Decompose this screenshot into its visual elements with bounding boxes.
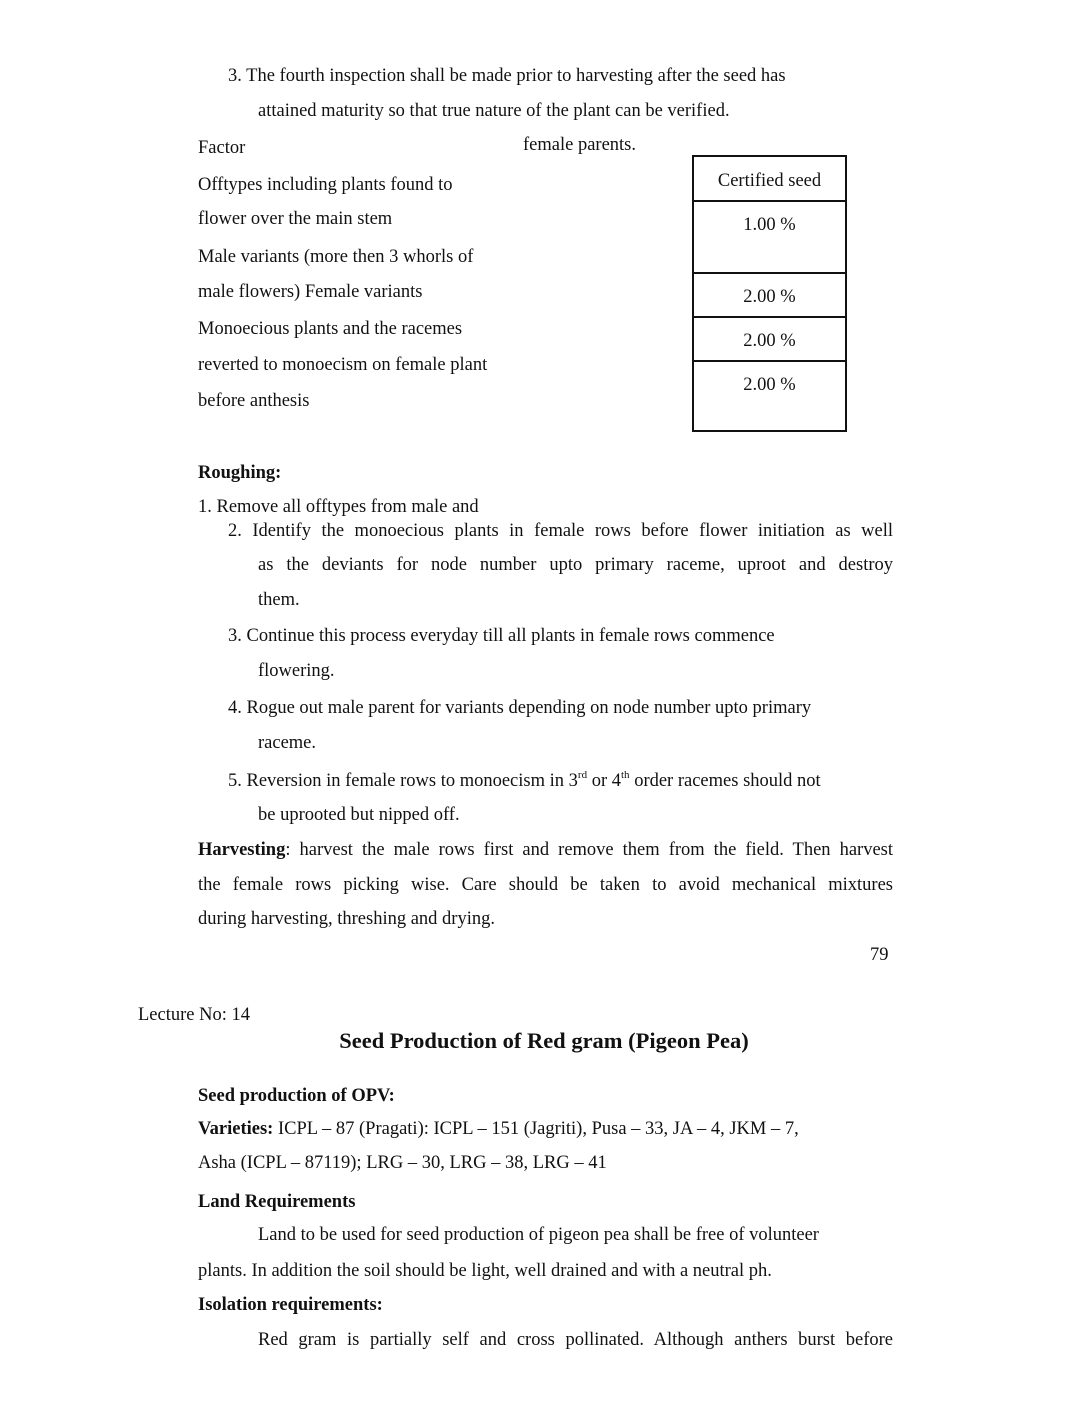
- varieties-label: Varieties:: [198, 1119, 274, 1139]
- factor-row-4-line-2: before anthesis: [198, 391, 310, 411]
- factor-row-1-line-1: Offtypes including plants found to: [198, 175, 453, 195]
- certified-seed-value-3: 2.00 %: [743, 331, 796, 351]
- factor-row-1-line-2: flower over the main stem: [198, 209, 393, 229]
- certified-seed-table: [692, 155, 847, 432]
- isolation-requirements-line-1: Red gram is partially self and cross pollinated. Although anthers burst before: [258, 1330, 893, 1350]
- table-divider: [694, 360, 845, 362]
- roughing-heading: Roughing:: [198, 463, 282, 483]
- certified-seed-value-4: 2.00 %: [743, 375, 796, 395]
- table-divider: [694, 272, 845, 274]
- roughing-item-5-line-2: be uprooted but nipped off.: [258, 805, 460, 825]
- factor-row-2-line-2: male flowers) Female variants: [198, 282, 423, 302]
- certified-seed-header: Certified seed: [717, 171, 822, 191]
- isolation-requirements-heading: Isolation requirements:: [198, 1295, 383, 1315]
- factor-column-label: Factor: [198, 138, 246, 158]
- inspection-item-3-line-2: attained maturity so that true nature of the plant can be verified.: [258, 101, 730, 121]
- roughing-item-2-line-1: 2. Identify the monoecious plants in female rows before flower initiation as well: [228, 521, 893, 541]
- superscript-rd: rd: [577, 769, 588, 781]
- inspection-item-3-line-1: 3. The fourth inspection shall be made prior to harvesting after the seed has: [228, 66, 786, 86]
- lecture-title: Seed Production of Red gram (Pigeon Pea): [339, 1028, 749, 1053]
- roughing-item-1: 1. Remove all offtypes from male and: [198, 497, 479, 517]
- land-requirements-line-2: plants. In addition the soil should be light, well drained and with a neutral ph.: [198, 1261, 772, 1281]
- opv-heading: Seed production of OPV:: [198, 1086, 395, 1106]
- land-requirements-line-1: Land to be used for seed production of pigeon pea shall be free of volunteer: [258, 1225, 819, 1245]
- lecture-number: Lecture No: 14: [138, 1005, 250, 1025]
- roughing-item-3-line-1: 3. Continue this process everyday till all plants in female rows commence: [228, 626, 775, 646]
- land-requirements-heading: Land Requirements: [198, 1192, 356, 1212]
- harvesting-line-1: Harvesting: harvest the male rows first and remove them from the field. Then harvest: [198, 840, 893, 860]
- superscript-th: th: [621, 769, 630, 781]
- roughing-item-4-line-2: raceme.: [258, 733, 317, 753]
- certified-seed-value-1: 1.00 %: [743, 215, 796, 235]
- roughing-item-2-line-2: as the deviants for node number upto primary raceme, uproot and destroy: [258, 555, 893, 575]
- harvesting-line-3: during harvesting, threshing and drying.: [198, 909, 495, 929]
- table-divider: [694, 200, 845, 202]
- roughing-item-4-line-1: 4. Rogue out male parent for variants depending on node number upto primary: [228, 698, 812, 718]
- roughing-item-5-line-1: 5. Reversion in female rows to monoecism in 3rd or 4th order racemes should not: [228, 769, 821, 791]
- table-divider: [694, 316, 845, 318]
- certified-seed-value-2: 2.00 %: [743, 287, 796, 307]
- varieties-line-2: Asha (ICPL – 87119); LRG – 30, LRG – 38, LRG – 41: [198, 1153, 607, 1173]
- varieties-line-1: Varieties: ICPL – 87 (Pragati): ICPL – 151 (Jagriti), Pusa – 33, JA – 4, JKM – 7,: [198, 1119, 799, 1139]
- page-number: 79: [870, 945, 889, 965]
- harvesting-line-2: the female rows picking wise. Care should be taken to avoid mechanical mixtures: [198, 875, 893, 895]
- factor-row-2-line-1: Male variants (more then 3 whorls of: [198, 247, 474, 267]
- roughing-item-2-line-3: them.: [258, 590, 300, 610]
- factor-row-4-line-1: reverted to monoecism on female plant: [198, 355, 488, 375]
- factor-row-3-line-1: Monoecious plants and the racemes: [198, 319, 463, 339]
- floating-female-parents-text: female parents.: [523, 135, 636, 155]
- harvesting-label: Harvesting: [198, 840, 286, 860]
- roughing-item-3-line-2: flowering.: [258, 661, 335, 681]
